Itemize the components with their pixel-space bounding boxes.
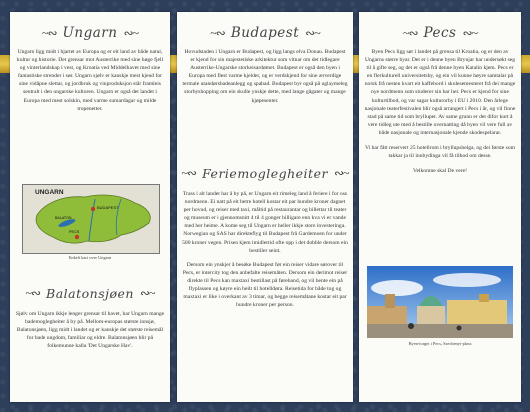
photo-caption: Byen-torget i Pecs, Szechenyi-plass (408, 341, 472, 346)
map-budapest-label: BUDAPEST (97, 205, 119, 210)
swirl-left-icon: ~∾ (402, 26, 418, 40)
swirl-left-icon: ~∾ (41, 26, 57, 40)
map-country-label: UNGARN (35, 189, 64, 196)
heading-ferie (182, 162, 348, 184)
ferie-text: Trass i alt landet har å by på, er Ungarn eit rimeleg land å feriere i for oss nordmenn. Ei natt på eit betre hotell kostar eit par hundre kroner dagnet per hovud, og reiser med taxi, måltid på restaurantar og billettar til teater og museum er i gjennomsnitt 4 til 4 gonger billigare enn kva vi er vande med her heime. A kome seg til Ungarn er heller ikkje store investeringa. Norwegian og SAS har direkteflyg til Budapest frå Gardemoen for under 500 kroner vegen. Prisen kjem imidlertid ofte opp i det dobble dersom ein bestiller seint. (182, 191, 348, 254)
heading-ungarn-text: Ungarn (62, 25, 118, 41)
heading-balaton-text: Balatonsjøen (46, 285, 134, 301)
budapest-text: Hovudstaden i Ungarn er Budapest, og ligg langs elva Donau. Budapest er kjend for sin majestetiske arkitektur som vitnar om det tidlegare Austerrike-Ungarske storkeisardømet. Budapest er også den byen i Europa med flest varme kjelder, og er verdskjend for sine ærverdige termale utandørsbadeanlegg og spabad. Budapest byr også på uglaymeleg storbyshopping om ein skulle ynskje dette, med lange gågater og mange kjøpesenter. (182, 49, 348, 104)
heading-budapest-text: Budapest (230, 25, 300, 41)
welcome-text: Velkomne skal De vere! (413, 168, 467, 175)
heading-pecs-text: Pecs (423, 25, 457, 41)
heading-pecs (364, 22, 516, 44)
panel-middle (177, 12, 353, 402)
map-caption-wrap (15, 255, 165, 261)
pecs-square-photo (367, 266, 513, 338)
ferie-text-2: Dersom ein ynskjer å besøke Budapest før ein reiser vidare sørover til Pecs, er intercity tog den anbefalte reisemåten. Dersom ein derimot reiser direkte til Pecs kan maxtaxi bestillast på førehand, og vil hente ein på flyplassen og køyre ein heilt til hotelldøra. Reisetida for både tog og maxtaxi er like i overkant av 3 timar, og begge reisemåtane kostar eit par hundre kroner per person. (182, 261, 348, 309)
swirl-right-icon: ∾~ (139, 286, 155, 300)
swirl-right-icon: ∾~ (462, 26, 478, 40)
pecs-marker (75, 235, 79, 239)
heading-budapest (182, 22, 348, 44)
heading-balaton (15, 282, 165, 304)
section-ungarn (15, 22, 165, 113)
map-caption: Enkelt kart over Ungarn (68, 255, 112, 260)
swirl-right-icon: ∾~ (305, 26, 320, 40)
swirl-left-icon: ~∾ (25, 286, 41, 300)
swirl-right-icon: ∾~ (123, 26, 138, 40)
ungarn-intro-text: Ungarn ligg midt i hjartet av Europa og er eit land av både natur, kultur og historie. Det grensar mot Austerrike med sine høge fjell og vinterlandskap i vest, og Kroatia ved Middelhavet med sine fantastiske strender i sør. Ungarn sjølv er kanskje mest kjend for sine vidåpne slettar, og jordbruk og vinproduksjon står framleis sentralt i den ungarske kulturen. Ungarn er også det landet i Europa med mest solskin, med varme sumardagar og milde tropenetter. (16, 49, 164, 112)
swirl-left-icon: ~∾ (210, 26, 225, 40)
pecs-text: Byen Pecs ligg sør i landet på grensa til Kroatia, og er den av Ungarns større byar. Det er i denne byen Brynjar har undersøkt seg til å gifte seg, og det er også frå denne byen Katalin kjem. Pecs er en flerkulturell universitetsby, og ein vil kunne høyre samtalar på norsk frå nesten kvart eit kaffebord i skulesemesteret frå dei mange nye nordmenn som studerer sin bar her. Pecs er kjend for sine kulturtilbod, og var sagar kulturorby i EU i 2010. Den årlege nasjonale teaterfestivalen blir også arrangert i Pecs i år, og vil finne stad på same tid som bryllupet. Av same grunn er det difor kurt å vere tidleg ute med å bestille overnatting då byen vil vere full av både nasjonale og internasjonale kjende skodespelarar. (364, 49, 516, 136)
heading-ungarn (15, 22, 165, 44)
map-pecs-label: PECS (69, 230, 80, 234)
section-pecs (364, 22, 516, 175)
section-balaton (15, 282, 165, 350)
section-budapest (182, 22, 348, 105)
map-balaton-label: BALATON (55, 216, 72, 220)
swirl-left-icon: ~∾ (181, 166, 197, 180)
balaton-text: Sjølv om Ungarn ikkje lenger grensar til havet, har Ungarn mange bademoglegheiter å by på. Mellom-europas største innsjø, Balatonsjøen, ligg midt i landet og er kanskje det største reisemål for bade ungdom, familiar og eldre. Balatonsjøen blir på folkemunne kalla 'Det Ungarske Hav'. (15, 311, 165, 350)
section-ferie (182, 162, 348, 309)
hungary-map (22, 184, 160, 254)
heading-ferie-text: Feriemoglegheiter (202, 165, 328, 181)
swirl-right-icon: ∾~ (333, 166, 349, 180)
budapest-marker (91, 207, 95, 211)
panel-left (10, 12, 170, 402)
photo-caption-wrap (364, 341, 516, 347)
pecs-text-2: Vi har fått reservert 25 hotellrom i bryllupshelga, og dei første som takkar ja til innbydinga vil få tilbod om desse. (364, 145, 516, 160)
panel-right (359, 12, 521, 402)
